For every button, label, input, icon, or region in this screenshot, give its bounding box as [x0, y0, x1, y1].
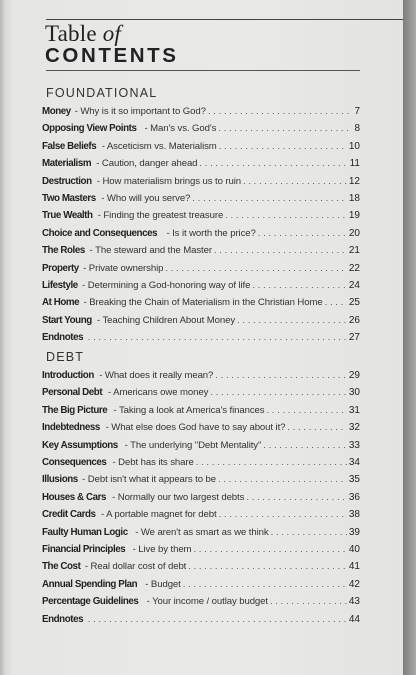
toc-entry[interactable] [42, 141, 360, 157]
toc-entry-title: Start Young [42, 314, 92, 326]
toc-entry[interactable] [42, 579, 360, 595]
toc-entry[interactable] [42, 422, 360, 438]
toc-entry[interactable] [42, 123, 360, 139]
toc-entry-page: 12 [348, 175, 360, 187]
toc-entry-title: Consequences [42, 457, 107, 468]
toc-entry-title: Choice and Consequences [42, 227, 158, 239]
toc-entry-title: Property [42, 262, 79, 274]
section-heading: FOUNDATIONAL [46, 86, 158, 100]
toc-entry-title: Indebtedness [42, 422, 100, 434]
toc-entry-title: False Beliefs [42, 140, 97, 152]
toc-entry[interactable] [42, 176, 360, 192]
toc-entry-subtitle: - Budget [145, 578, 181, 590]
toc-entry-title: Financial Principles [42, 544, 126, 555]
toc-entry-title: Illusions [42, 474, 78, 486]
dot-leader [188, 561, 347, 572]
toc-entry-page: 34 [348, 457, 360, 468]
toc-entry[interactable] [42, 509, 360, 525]
toc-entry-title: Two Masters [42, 193, 96, 204]
dot-leader [193, 544, 346, 555]
toc-entry-title: The Big Picture [42, 404, 108, 416]
toc-entry-subtitle: - Breaking the Chain of Materialism in the Christian Home [83, 297, 323, 309]
toc-entry-title: The Cost [42, 561, 81, 573]
toc-entry-title: Personal Debt [42, 387, 103, 399]
toc-entry-title: Introduction [42, 370, 94, 381]
toc-entry-page: 18 [348, 193, 360, 204]
toc-entry[interactable] [42, 228, 360, 244]
toc-entry-subtitle: - Who will you serve? [101, 193, 191, 204]
dot-leader [325, 297, 347, 308]
toc-entry-title: Houses & Cars [42, 491, 106, 503]
toc-entry-subtitle: - How materialism brings us to ruin [96, 175, 241, 187]
toc-entry-page: 42 [348, 578, 360, 590]
dot-leader [165, 263, 347, 274]
toc-entry-title: Materialism [42, 158, 92, 170]
toc-entry[interactable] [42, 280, 360, 296]
toc-entry-page: 21 [348, 245, 360, 257]
toc-entry-title: Lifestyle [42, 280, 78, 291]
toc-entry-page: 40 [348, 544, 360, 555]
toc-entry-subtitle: - The steward and the Master [89, 245, 212, 257]
page-title-line1: Table of [45, 21, 121, 46]
toc-entry-title: Endnotes [42, 613, 84, 625]
toc-entry-subtitle: - A portable magnet for debt [100, 509, 217, 521]
page-title-line2: CONTENTS [45, 44, 179, 67]
dot-leader [208, 106, 353, 117]
toc-entry-subtitle: - Caution, danger ahead [96, 158, 198, 170]
toc-entry-subtitle: - Debt has its share [112, 457, 194, 468]
toc-entry-page: 11 [349, 158, 360, 170]
toc-entry-title: Destruction [42, 175, 92, 187]
toc-entry-page: 8 [354, 123, 360, 135]
toc-entry[interactable] [42, 614, 360, 630]
toc-entry-subtitle: - We aren't as smart as we think [135, 526, 269, 538]
toc-entry-title: True Wealth [42, 210, 93, 222]
toc-entry[interactable] [42, 474, 360, 490]
toc-entry-subtitle: - Taking a look at America's finances [113, 404, 265, 416]
toc-entry[interactable] [42, 440, 360, 456]
toc-entry-page: 43 [348, 596, 360, 608]
dot-leader [218, 474, 347, 485]
toc-entry-subtitle: - Asceticism vs. Materialism [101, 140, 217, 152]
toc-entry-subtitle: - Man's vs. God's [144, 123, 217, 135]
toc-entry-page: 32 [348, 422, 360, 434]
toc-entry[interactable] [42, 297, 360, 313]
book-edge [403, 0, 416, 675]
dot-leader [252, 280, 347, 291]
toc-entry-subtitle: - The underlying "Debt Mentality" [124, 439, 262, 451]
dot-leader [266, 405, 346, 416]
toc-entry-page: 19 [348, 210, 360, 222]
toc-entry[interactable] [42, 596, 360, 612]
dot-leader [237, 315, 347, 326]
toc-entry-title: Percentage Guidelines [42, 596, 139, 608]
toc-entry-page: 7 [354, 106, 360, 117]
dot-leader [246, 492, 347, 503]
toc-entry-title: Annual Spending Plan [42, 578, 138, 590]
toc-entry-subtitle: - Private ownership [83, 262, 164, 274]
toc-entry[interactable] [42, 158, 360, 174]
toc-entry[interactable] [42, 263, 360, 279]
toc-entry-page: 36 [348, 491, 360, 503]
toc-entry-title: The Roles [42, 245, 85, 257]
dot-leader [215, 370, 347, 381]
toc-entry-page: 39 [348, 526, 360, 538]
section-heading: DEBT [46, 350, 85, 364]
toc-entry-page: 38 [348, 509, 360, 521]
dot-leader [210, 387, 347, 398]
toc-entry-subtitle: - Why is it so important to God? [74, 106, 206, 117]
toc-entry-page: 24 [348, 280, 360, 291]
toc-entry-page: 33 [348, 439, 360, 451]
toc-entry[interactable] [42, 332, 360, 348]
toc-entry-title: At Home [42, 297, 80, 309]
toc-entry[interactable] [42, 387, 360, 403]
dot-leader [225, 210, 347, 221]
dot-leader [214, 245, 347, 256]
page-title-italic: of [102, 21, 121, 46]
dot-leader [196, 457, 347, 468]
toc-entry[interactable] [42, 561, 360, 577]
toc-entry-page: 25 [348, 297, 360, 309]
dot-leader [88, 332, 347, 343]
toc-entry-page: 27 [348, 332, 360, 344]
toc-entry[interactable] [42, 370, 360, 386]
toc-entry-subtitle: - Debt isn't what it appears to be [82, 474, 216, 486]
toc-entry-title: Key Assumptions [42, 439, 118, 451]
dot-leader [270, 596, 347, 607]
dot-leader [88, 614, 347, 625]
toc-entry-page: 30 [348, 387, 360, 399]
toc-entry-page: 44 [348, 613, 360, 625]
toc-entry-subtitle: - Live by them [132, 544, 192, 555]
toc-entry[interactable] [42, 544, 360, 560]
toc-entry-subtitle: - Normally our two largest debts [112, 491, 245, 503]
toc-entry[interactable] [42, 193, 360, 209]
dot-leader [263, 440, 347, 451]
dot-leader [199, 158, 347, 169]
toc-entry[interactable] [42, 457, 360, 473]
toc-entry-title: Money [42, 106, 71, 117]
toc-entry-page: 41 [348, 561, 360, 573]
dot-leader [258, 228, 347, 239]
toc-entry-subtitle: - Real dollar cost of debt [84, 561, 187, 573]
dot-leader [192, 193, 347, 204]
top-rule [46, 19, 403, 20]
toc-entry-page: 35 [348, 474, 360, 486]
toc-entry-title: Credit Cards [42, 509, 96, 521]
toc-entry-subtitle: - What does it really mean? [99, 370, 214, 381]
dot-leader [243, 176, 347, 187]
toc-entry-page: 26 [348, 314, 360, 326]
toc-entry-subtitle: - Teaching Children About Money [96, 314, 236, 326]
toc-entry-subtitle: - Is it worth the price? [166, 227, 256, 239]
dot-leader [219, 141, 347, 152]
toc-entry-title: Faulty Human Logic [42, 526, 128, 538]
toc-entry[interactable] [42, 492, 360, 508]
toc-entry-page: 22 [348, 262, 360, 274]
dot-leader [287, 422, 347, 433]
toc-entry-page: 20 [348, 227, 360, 239]
dot-leader [219, 509, 347, 520]
toc-entry[interactable] [42, 527, 360, 543]
dot-leader [271, 527, 347, 538]
toc-entry-subtitle: - What else does God have to say about it? [105, 422, 286, 434]
toc-entry[interactable] [42, 405, 360, 421]
dot-leader [183, 579, 347, 590]
toc-entry-title: Endnotes [42, 332, 84, 344]
toc-entry-page: 29 [348, 370, 360, 381]
toc-entry-subtitle: - Determining a God-honoring way of life [82, 280, 251, 291]
toc-entry-subtitle: - Finding the greatest treasure [97, 210, 224, 222]
toc-entry-subtitle: - Your income / outlay budget [146, 596, 268, 608]
toc-entry-subtitle: - Americans owe money [108, 387, 209, 399]
toc-entry[interactable] [42, 106, 360, 122]
toc-entry-page: 31 [348, 404, 360, 416]
dot-leader [218, 123, 352, 134]
toc-entry-page: 10 [348, 140, 360, 152]
toc-entry[interactable] [42, 315, 360, 331]
toc-entry-title: Opposing View Points [42, 123, 137, 135]
toc-entry[interactable] [42, 210, 360, 226]
toc-entry[interactable] [42, 245, 360, 261]
title-rule [46, 70, 360, 71]
